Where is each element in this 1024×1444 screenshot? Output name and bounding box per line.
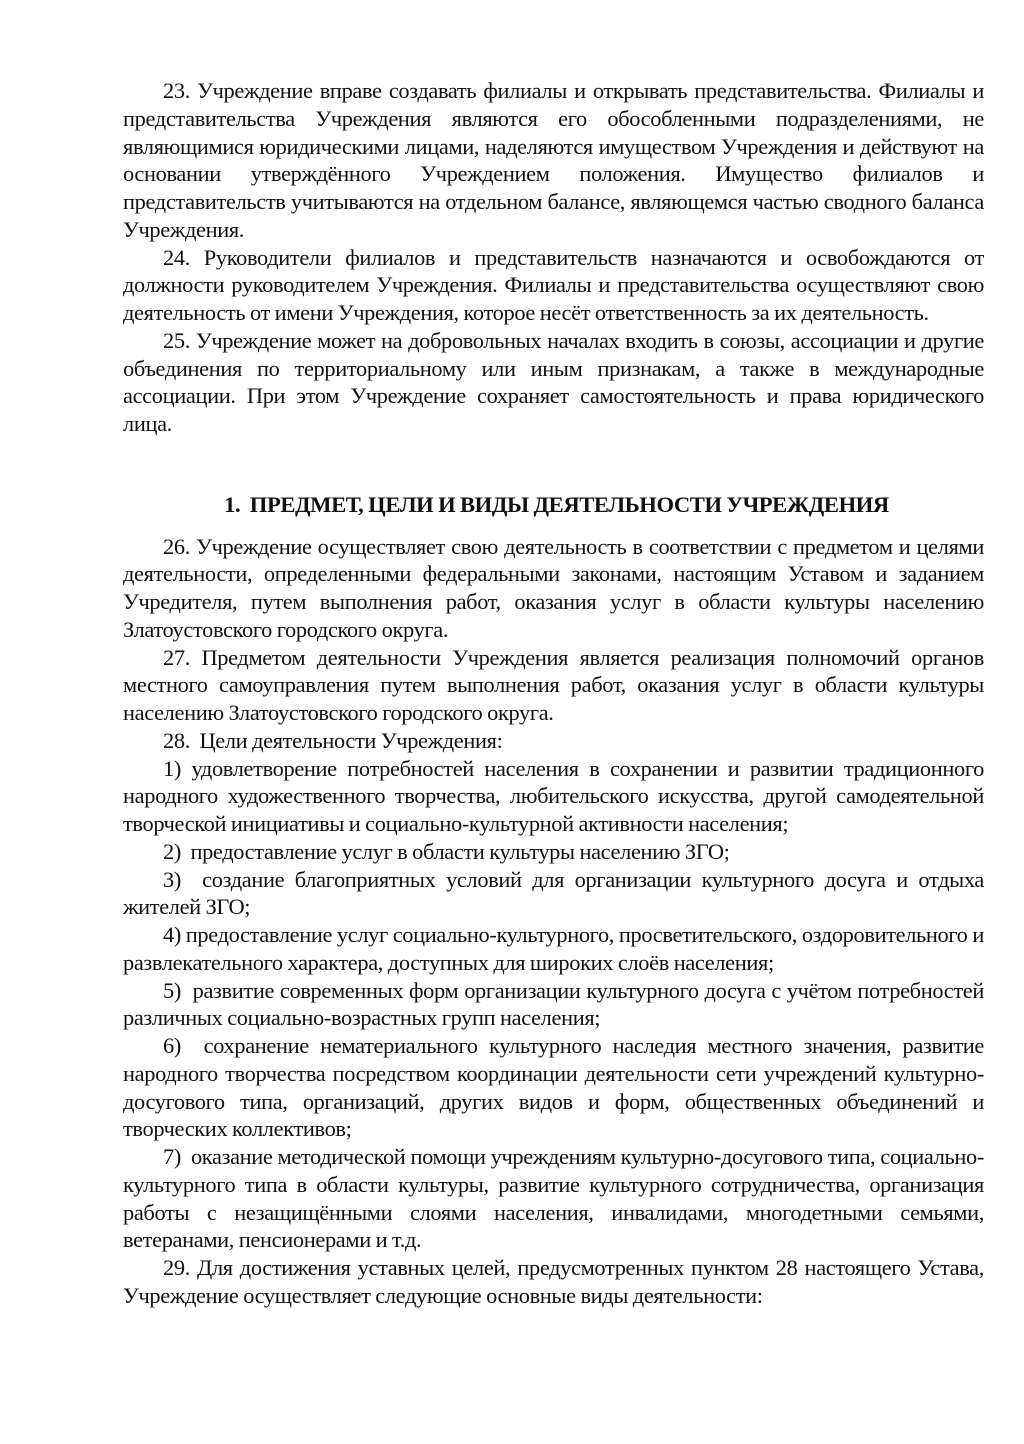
goal-text: предоставление услуг социально-культурного, просветительского, оздоровительного и развлекательного характера, доступных для широких слоёв населения; (123, 922, 984, 975)
paragraph-number: 29. (163, 1255, 190, 1280)
goal-number: 6) (163, 1033, 181, 1058)
paragraph-number: 28. (163, 727, 190, 753)
goal-item-6 (123, 1032, 984, 1143)
section-heading (123, 438, 984, 533)
paragraph-text: Учреждение осуществляет свою деятельность в соответствии с предметом и целями деятельности, определенными федеральными законами, настоящим Уставом и заданием Учредителя, путем выполнения работ, оказания услуг в области культуры населению Златоустовского городского округа. (123, 533, 984, 642)
section-title: ПРЕДМЕТ, ЦЕЛИ И ВИДЫ ДЕЯТЕЛЬНОСТИ УЧРЕЖДЕНИЯ (249, 491, 889, 517)
goal-item-2 (123, 838, 984, 866)
goal-number: 5) (163, 977, 181, 1003)
paragraph-number: 26. (163, 533, 190, 559)
goal-text: удовлетворение потребностей населения в сохранении и развитии традиционного народного художественного творчества, любительского искусства, другой самодеятельной творческой инициативы и социально-культурной активности населения; (123, 755, 984, 836)
goal-text: создание благоприятных условий для организации культурного досуга и отдыха жителей ЗГО; (123, 866, 985, 920)
paragraph-text: Учреждение вправе создавать филиалы и открывать представительства. Филиалы и представительства Учреждения являются его обособленными подразделениями, не являющимися юридическими лицами, наделяются имуществом Учреждения и действуют на основании утверждённого Учреждением положения. Имущество филиалов и представительств учитываются на отдельном балансе, являющемся частью сводного баланса Учреждения. (123, 78, 985, 242)
paragraph-27 (123, 644, 984, 727)
paragraph-number: 24. (163, 244, 190, 270)
paragraph-26 (123, 533, 984, 644)
goal-text: предоставление услуг в области культуры населению ЗГО; (190, 838, 730, 864)
goal-item-3 (123, 866, 984, 922)
paragraph-number: 25. (163, 327, 190, 353)
goal-item-1 (123, 755, 984, 838)
goal-item-5 (123, 977, 984, 1033)
paragraph-text: Руководители филиалов и представительств назначаются и освобождаются от должности руководителем Учреждения. Филиалы и представительства осуществляют свою деятельность от имени Учреждения, которое несёт ответственность за их деятельность. (123, 244, 984, 325)
paragraph-number: 27. (163, 644, 190, 670)
goal-number: 7) (163, 1144, 181, 1169)
paragraph-text: Цели деятельности Учреждения: (199, 727, 503, 753)
paragraph-25 (123, 327, 984, 438)
paragraph-text: Для достижения уставных целей, предусмотренных пунктом 28 настоящего Устава, Учреждение осуществляет следующие основные виды деятельности: (123, 1255, 985, 1308)
goal-number: 4) (163, 922, 181, 947)
paragraph-text: Учреждение может на добровольных началах входить в союзы, ассоциации и другие объединения по территориальному или иным признакам, а также в международные ассоциации. При этом Учреждение сохраняет самостоятельность и права юридического лица. (123, 327, 985, 436)
goal-number: 2) (163, 838, 181, 864)
paragraph-number: 23. (163, 78, 190, 103)
goal-item-4 (123, 921, 984, 977)
goal-text: оказание методической помощи учреждениям культурно-досугового типа, социально-культурного типа в области культуры, развитие культурного сотрудничества, организация работы с незащищёнными слоями населения, инвалидами, многодетными семьями, ветеранами, пенсионерами и т.д. (123, 1144, 984, 1253)
paragraph-28 (123, 727, 984, 755)
goal-text: сохранение нематериального культурного наследия местного значения, развитие народного творчества посредством координации деятельности сети учреждений культурно-досугового типа, организаций, других видов и форм, общественных объединений и творческих коллективов; (123, 1033, 984, 1142)
paragraph-24 (123, 244, 984, 327)
document-page (123, 77, 984, 1310)
section-number: 1. (224, 491, 241, 517)
paragraph-23 (123, 77, 984, 244)
goal-number: 1) (163, 755, 181, 781)
paragraph-text: Предметом деятельности Учреждения является реализация полномочий органов местного самоуправления путем выполнения работ, оказания услуг в области культуры населению Златоустовского городского округа. (123, 644, 984, 725)
goal-number: 3) (163, 866, 181, 892)
goal-item-7 (123, 1143, 984, 1254)
paragraph-29 (123, 1254, 984, 1310)
goal-text: развитие современных форм организации культурного досуга с учётом потребностей различных социально-возрастных групп населения; (123, 977, 984, 1031)
